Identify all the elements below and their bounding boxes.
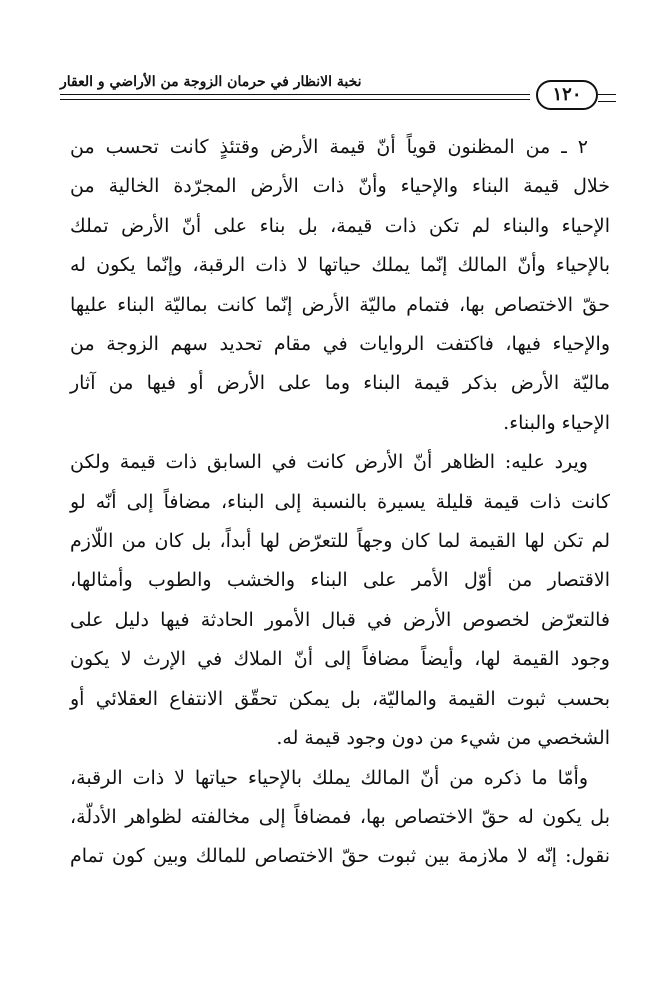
header-rule: [60, 99, 530, 100]
page-number: ١٢٠: [552, 84, 582, 105]
text-line: نقول: إنّه لا ملازمة بين ثبوت حقّ الاختصاص للمالك وبين كون تمام: [70, 845, 610, 868]
text-line: ٢ ـ من المظنون قوياً أنّ قيمة الأرض وقتئذٍ كانت تحسب من: [70, 136, 588, 158]
paragraph: [70, 443, 610, 758]
body-text: [70, 128, 610, 877]
running-header: [60, 70, 612, 118]
text-line: ماليّة الأرض بذكر قيمة البناء وما على الأرض أو فيها من آثار: [70, 372, 610, 395]
text-line: لم تكن لها القيمة لما كان وجهاً للتعرّض لها أبداً، بل كان من اللّازم: [70, 530, 610, 553]
text-line: فالتعرّض لخصوص الأرض في قبال الأمور الحادثة فيها دليل على: [70, 608, 610, 631]
header-rule: [60, 94, 530, 95]
text-line: بالإحياء وأنّ المالك إنّما يملك حياتها لا ذات الرقبة، وإنّما يكون له: [70, 254, 610, 277]
paragraph: [70, 759, 610, 877]
text-line: كانت ذات قيمة قليلة يسيرة بالنسبة إلى البناء، مضافاً إلى أنّه لو: [70, 490, 610, 513]
text-line: وأمّا ما ذكره من أنّ المالك يملك بالإحياء حياتها لا ذات الرقبة،: [70, 766, 588, 789]
paragraph: [70, 128, 610, 443]
text-line: بل يكون له حقّ الاختصاص بها، فمضافاً إلى مخالفته لظواهر الأدلّة،: [70, 805, 610, 828]
text-line: حقّ الاختصاص بها، فتمام ماليّة الأرض إنّما كانت بماليّة البناء عليها: [70, 293, 610, 316]
text-line: والإحياء فيها، فاكتفت الروايات في مقام تحديد سهم الزوجة من: [70, 333, 610, 356]
text-line: الإحياء والبناء لم تكن ذات قيمة، بل بناء على أنّ الأرض تملك: [70, 214, 610, 237]
text-line: الشخصي من شيء من دون وجود قيمة له.: [276, 727, 610, 750]
running-title: نخبة الانظار في حرمان الزوجة من الأراضي و العقار: [60, 74, 362, 90]
text-line: ويرد عليه: الظاهر أنّ الأرض كانت في السابق ذات قيمة ولكن: [70, 451, 588, 474]
header-rule-tail: [598, 94, 616, 102]
text-line: الاقتصار من أوّل الأمر على البناء والخشب والطوب وأمثالها،: [70, 569, 610, 592]
text-line: وجود القيمة لها، وأيضاً مضافاً إلى أنّ الملاك في الإرث لا يكون: [70, 648, 610, 671]
page-number-badge: [536, 80, 598, 110]
text-line: خلال قيمة البناء والإحياء وأنّ ذات الأرض المجرّدة الخالية من: [70, 175, 610, 198]
text-line: بحسب ثبوت القيمة والماليّة، بل يمكن تحقّق الانتفاع العقلائي أو: [70, 687, 610, 710]
text-line: الإحياء والبناء.: [503, 411, 610, 434]
